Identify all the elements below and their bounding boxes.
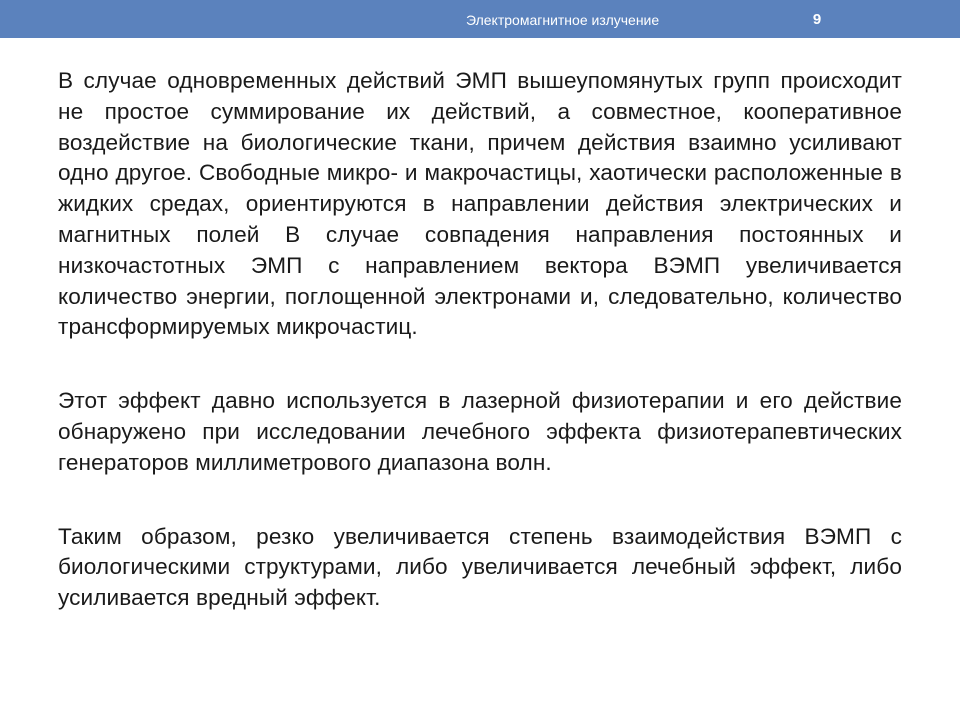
slide-header-title: Электромагнитное излучение bbox=[466, 12, 660, 28]
slide-page-number: 9 bbox=[812, 11, 822, 28]
body-paragraph: В случае одновременных действий ЭМП вышеупомянутых групп происходит не простое суммирование их действий, а совместное, кооперативное воздействие на биологические ткани, причем действия взаимно усиливают одно другое. Свободные микро- и макрочастицы, хаотически расположенные в жидких средах, ориентируются в направлении действия электрических и магнитных полей В случае совпадения направления постоянных и низкочастотных ЭМП с направлением вектора ВЭМП увеличивается количество энергии, поглощенной электронами и, следовательно, количество трансформируемых микрочастиц. bbox=[58, 68, 902, 340]
slide-body bbox=[58, 66, 902, 614]
slide-header-bar bbox=[0, 0, 960, 38]
body-paragraph: Этот эффект давно используется в лазерной физиотерапии и его действие обнаружено при исследовании лечебного эффекта физиотерапевтических генераторов миллиметрового диапазона волн. bbox=[58, 388, 902, 475]
body-paragraph: Таким образом, резко увеличивается степень взаимодействия ВЭМП с биологическими структурами, либо увеличивается лечебный эффект, либо усиливается вредный эффект. bbox=[58, 523, 902, 611]
